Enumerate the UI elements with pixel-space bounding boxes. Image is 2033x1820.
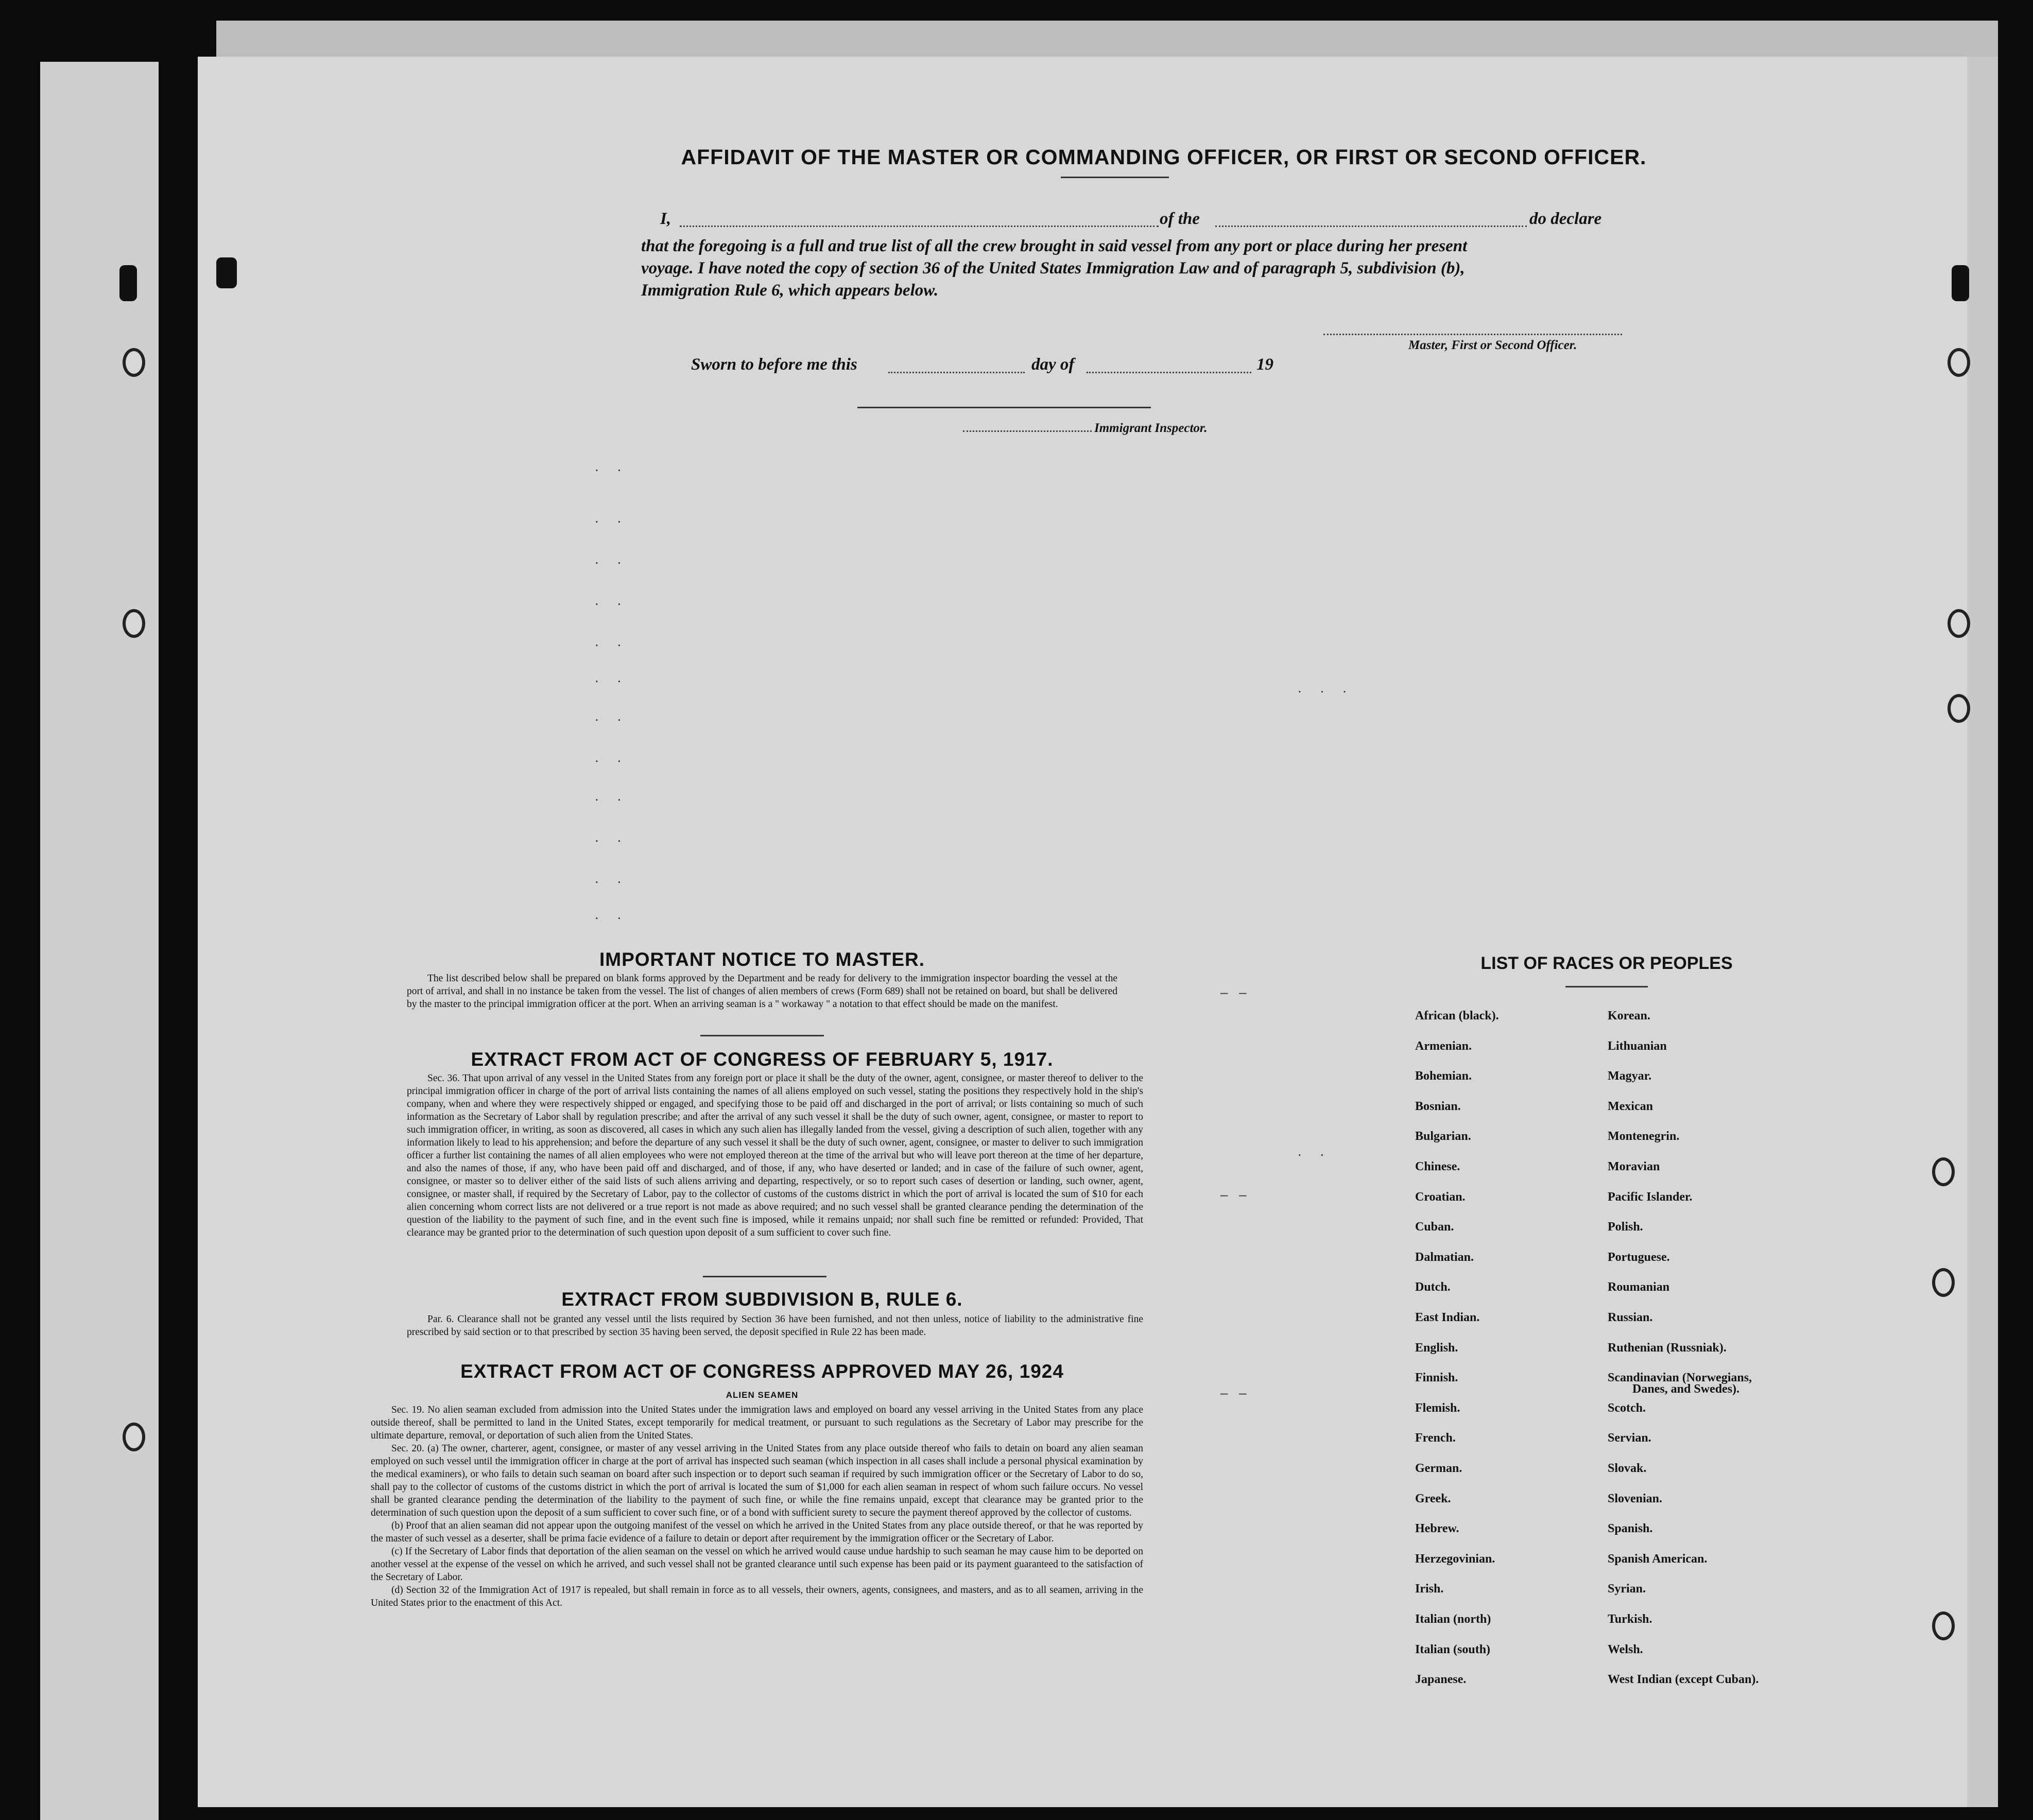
race-item: Korean.: [1608, 1009, 1650, 1022]
binder-hole-right: [1948, 694, 1970, 723]
sworn-label: Sworn to before me this: [691, 355, 857, 374]
dot-mark: . .: [595, 510, 629, 526]
day-of-label: day of: [1031, 355, 1075, 374]
race-item: Syrian.: [1608, 1582, 1646, 1596]
dot-mark: . .: [1298, 1143, 1332, 1159]
race-item: Roumanian: [1608, 1280, 1670, 1294]
binder-hole-left: [123, 609, 145, 638]
affidavit-line-4: Immigration Rule 6, which appears below.: [641, 281, 939, 300]
dot-mark: . .: [595, 870, 629, 886]
race-item: Pacific Islander.: [1608, 1190, 1693, 1204]
race-item: English.: [1415, 1341, 1458, 1355]
dot-mark: . .: [595, 708, 629, 724]
race-item: Scotch.: [1608, 1401, 1646, 1415]
dot-mark: . .: [595, 788, 629, 804]
dot-mark: . .: [595, 592, 629, 608]
affidavit-of-the: of the: [1160, 210, 1200, 228]
notice-body: The list described below shall be prepared on blank forms approved by the Department and be ready for delivery to the immigration inspector boarding the vessel at the port of arrival, and shall in no instance be taken from the vessel. The list of changes of alien members of crews (Form 689) shall not be retained on board, but shall be delivered by the master to the principal immigration officer at the port. When an arriving seaman is a " workaway " a notation to that effect should be made on the manifest.: [407, 973, 1117, 1010]
alien-seamen-subtitle: ALIEN SEAMEN: [726, 1390, 799, 1400]
extract-rule6-body: Par. 6. Clearance shall not be granted any vessel until the lists required by Section 36 have been furnished, and not then unless, notice of liability to the administrative fine prescribed by said section or to that prescribed by section 35 having been served, the deposit specified in Rule 22 has been made.: [407, 1314, 1143, 1338]
race-item: Turkish.: [1608, 1613, 1652, 1626]
vessel-blank: [1215, 226, 1527, 227]
dot-mark: . .: [595, 458, 629, 474]
binder-clip-left-top: [119, 265, 137, 301]
race-item: Armenian.: [1415, 1039, 1472, 1053]
race-item: Russian.: [1608, 1311, 1653, 1324]
sworn-day-blank: [888, 372, 1025, 373]
dot-mark: . .: [595, 551, 629, 567]
dot-mark: . .: [595, 829, 629, 845]
tick-mark: – –: [1220, 1187, 1247, 1202]
race-item: Irish.: [1415, 1582, 1444, 1596]
race-item: Portuguese.: [1608, 1250, 1670, 1264]
sec-19: Sec. 19. No alien seaman excluded from admission into the United States under the immigration laws and employed on board any vessel arriving in the United States from any place outside thereof, shall be permitted to land in the United States, except temporarily for medical treatment, or pursuant to such regulations as the Secretary of Labor may prescribe for the ultimate departure, removal, or deportation of such alien from the United States.: [371, 1405, 1143, 1441]
race-item: Montenegrin.: [1608, 1130, 1680, 1143]
sec-20c: (c) If the Secretary of Labor finds that deportation of the alien seaman on the vessel on which he arrived would cause undue hardship to such seaman he may cause him to be deported on another vessel at the expense of the vessel on which he arrived, and such vessel shall not be granted clearance until such expense has been paid or its payment guaranteed to the satisfaction of the Secretary of Labor.: [371, 1546, 1143, 1583]
inspector-label: Immigrant Inspector.: [1094, 421, 1208, 435]
affidavit-line-3: voyage. I have noted the copy of section 36 of the United States Immigration Law and of paragraph 5, subdivision (b),: [641, 259, 1465, 278]
sec-20a: Sec. 20. (a) The owner, charterer, agent, consignee, or master of any vessel arriving in the United States from any place outside thereof who fails to detain on board any alien seaman employed on such vessel until the immigration officer in charge at the port of arrival has inspected such seaman (which inspection in all cases shall include a personal physical examination by the medical examiners), or who fails to detain such seaman on board after such inspection or to deport such seaman if required by such immigration officer or the Secretary of Labor to do so, shall pay to the collector of customs of the customs district in which the port of arrival is located the sum of $1,000 for each alien seaman in respect of whom such failure occurs. No vessel shall be granted clearance pending the determination of the liability to the payment of such fine, or while the fine remains unpaid, except that clearance may be granted prior to the determination of such question upon the deposit of a sum sufficient to cover such fine, or of a bond with sufficient surety to secure the payment thereof approved by the collector of customs.: [371, 1443, 1143, 1518]
race-item: Scandinavian (Norwegians,: [1608, 1371, 1752, 1385]
race-item: French.: [1415, 1431, 1456, 1445]
binder-hole-left: [123, 348, 145, 377]
race-item: Dalmatian.: [1415, 1250, 1474, 1264]
race-item: Hebrew.: [1415, 1522, 1459, 1536]
race-item: Spanish American.: [1608, 1552, 1708, 1566]
race-item: Slovak.: [1608, 1462, 1647, 1475]
notice-title: IMPORTANT NOTICE TO MASTER.: [599, 949, 925, 970]
affidavit-line-2: that the foregoing is a full and true list of all the crew brought in said vessel from any port or place during her present: [641, 237, 1468, 255]
binder-hole-right: [1932, 1611, 1955, 1640]
race-item: West Indian (except Cuban).: [1608, 1673, 1759, 1687]
sec-20b: (b) Proof that an alien seaman did not appear upon the outgoing manifest of the vessel on which he arrived in the United States from any place outside thereof, or that he was reported by the master of such vessel as a deserter, shall be prima facie evidence of a failure to detain or deport after requirement by the immigration officer or the Secretary of Labor.: [371, 1520, 1143, 1544]
inspector-signature-line: [857, 407, 1151, 408]
races-rule: [1565, 986, 1648, 987]
race-item: Ruthenian (Russniak).: [1608, 1341, 1727, 1355]
race-item: Greek.: [1415, 1492, 1451, 1505]
race-item: Dutch.: [1415, 1280, 1451, 1294]
race-item: Bosnian.: [1415, 1099, 1461, 1113]
race-item: Danes, and Swedes).: [1632, 1382, 1740, 1396]
race-item: Herzegovinian.: [1415, 1552, 1495, 1566]
master-label: Master, First or Second Officer.: [1408, 338, 1577, 352]
binder-hole-right: [1932, 1268, 1955, 1297]
affidavit-title: AFFIDAVIT OF THE MASTER OR COMMANDING OFFICER, OR FIRST OR SECOND OFFICER.: [681, 145, 1647, 169]
tick-mark: – –: [1220, 984, 1247, 1000]
dot-mark: . .: [595, 749, 629, 765]
left-page-strip: [40, 62, 159, 1820]
sec-20d: (d) Section 32 of the Immigration Act of 1917 is repealed, but shall remain in force as to all vessels, their owners, agents, consignees, and masters, and as to all seamen, arriving in the United States prior to the enactment of this Act.: [371, 1585, 1143, 1608]
section-rule: [703, 1276, 826, 1277]
extract-1917-body: Sec. 36. That upon arrival of any vessel in the United States from any foreign port or place it shall be the duty of the owner, agent, consignee, or master thereof to deliver to the principal immigration officer in charge of the port of arrival lists containing the names of all aliens employed on such vessel, stating the positions they respectively hold in the ship's company, when and where they were respectively shipped or engaged, and specifying those to be paid off and discharged in the port of arrival; or lists containing so much of such information as the Secretary of Labor shall by regulation prescribe; and after the arrival of any such vessel it shall be the duty of such owner, agent, consignee, or master to report to such immigration officer, in writing, as soon as discovered, all cases in which any such alien has illegally landed from the vessel, giving a description of such alien, together with any information likely to lead to his apprehension; and before the departure of any such vessel it shall be the duty of such owner, agent, consignee, or master to deliver to such immigration officer a further list containing the names of all alien employees who were not employed thereon at the time of the arrival but who will leave port thereon at the time of her departure, and also the names of those, if any, who have been paid off and discharged, and of those, if any, who have deserted or landed; and in case of the failure of such owner, agent, consignee, or master so to deliver either of the said lists of such aliens arriving and departing, respectively, or so to report such cases of desertion or landing, such owner, agent, consignee, or master shall, if required by the Secretary of Labor, pay to the collector of customs of the customs district in which the port of arrival is located the sum of $10 for each alien concerning whom correct lists are not delivered or a true report is not made as above required; and no such vessel shall be granted clearance pending the determination of the question of the liability to the payment of such fine, and in the event such fine is imposed, while it remains unpaid; nor shall such fine be remitted or refunded: Provided, That clearance may be granted prior to the determination of such question upon deposit of a sum sufficient to cover such fine.: [407, 1073, 1143, 1238]
tick-mark: – –: [1220, 1385, 1247, 1400]
race-item: German.: [1415, 1462, 1462, 1475]
master-signature-line: [1323, 334, 1622, 335]
section-rule: [700, 1035, 824, 1036]
race-item: Polish.: [1608, 1220, 1643, 1234]
race-item: Lithuanian: [1608, 1039, 1667, 1053]
races-title: LIST OF RACES OR PEOPLES: [1480, 954, 1733, 973]
title-rule: [1061, 177, 1169, 178]
extract-1917-title: EXTRACT FROM ACT OF CONGRESS OF FEBRUARY 5, 1917.: [471, 1049, 1054, 1070]
race-item: Spanish.: [1608, 1522, 1653, 1536]
month-blank: [1087, 372, 1251, 373]
race-item: Slovenian.: [1608, 1492, 1663, 1505]
race-item: Mexican: [1608, 1099, 1653, 1113]
race-item: Italian (north): [1415, 1613, 1491, 1626]
affidavit-i: I,: [660, 210, 671, 228]
binder-hole-left: [123, 1423, 145, 1451]
race-item: Cuban.: [1415, 1220, 1454, 1234]
race-item: Finnish.: [1415, 1371, 1458, 1385]
race-item: Flemish.: [1415, 1401, 1460, 1415]
race-item: Croatian.: [1415, 1190, 1466, 1204]
dot-mark: . .: [595, 906, 629, 922]
dot-mark: . . .: [1298, 680, 1354, 696]
page-edge: [1967, 57, 1998, 1807]
year-label: 19: [1256, 355, 1273, 374]
extract-rule6-title: EXTRACT FROM SUBDIVISION B, RULE 6.: [561, 1289, 963, 1310]
dot-mark: . .: [595, 669, 629, 685]
race-item: Bohemian.: [1415, 1069, 1472, 1083]
inspector-dotted-line: [963, 430, 1092, 432]
race-item: Japanese.: [1415, 1673, 1467, 1687]
race-item: Magyar.: [1608, 1069, 1652, 1083]
affidavit-do-declare: do declare: [1529, 210, 1602, 228]
extract-1924-title: EXTRACT FROM ACT OF CONGRESS APPROVED MAY 26, 1924: [460, 1361, 1064, 1382]
binder-hole-right: [1948, 348, 1970, 377]
race-item: Welsh.: [1608, 1642, 1643, 1656]
binder-clip-left: [216, 257, 237, 288]
race-item: Servian.: [1608, 1431, 1651, 1445]
race-item: Moravian: [1608, 1160, 1660, 1173]
race-item: Chinese.: [1415, 1160, 1460, 1173]
race-item: African (black).: [1415, 1009, 1499, 1022]
binder-hole-right: [1932, 1157, 1955, 1186]
race-item: East Indian.: [1415, 1311, 1480, 1324]
race-item: Italian (south): [1415, 1642, 1491, 1656]
name-blank: [680, 226, 1159, 227]
binder-hole-right: [1948, 609, 1970, 638]
binder-clip-right-top: [1952, 265, 1969, 301]
race-item: Bulgarian.: [1415, 1130, 1471, 1143]
dot-mark: . .: [595, 633, 629, 649]
